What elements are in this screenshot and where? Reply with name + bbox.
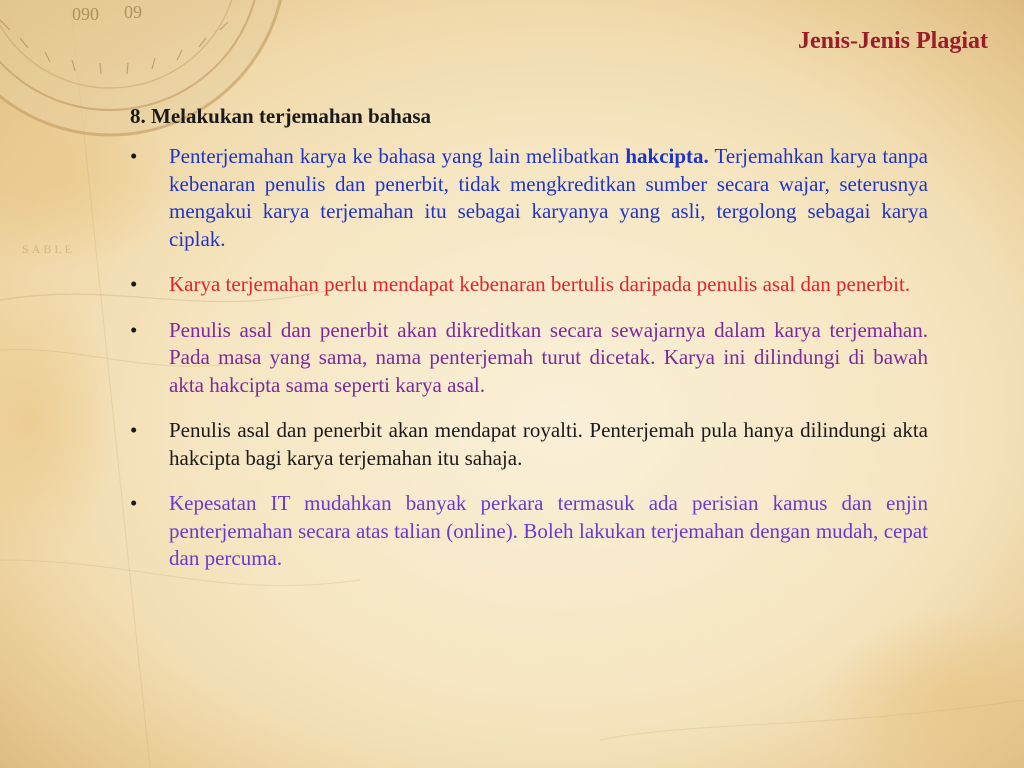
svg-text:090: 090 xyxy=(72,4,99,24)
bullet-item-2 xyxy=(130,271,928,299)
bullet-item-4 xyxy=(130,417,928,472)
bullet-text: Penulis asal dan penerbit akan dikreditkan secara sewajarnya dalam karya terjemahan. Pada masa yang sama, nama penterjemah turut dicetak. Karya ini dilindungi di bawah akta hakcipta sama seperti karya asal. xyxy=(169,317,928,397)
bullet-item-3 xyxy=(130,317,928,400)
bullet-dot-icon: • xyxy=(130,144,138,168)
slide-title: Jenis-Jenis Plagiat xyxy=(798,28,988,54)
bullet-dot-icon: • xyxy=(130,491,138,515)
slide-content xyxy=(130,104,928,591)
svg-text:09: 09 xyxy=(124,2,142,22)
bullet-text: Karya terjemahan perlu mendapat kebenaran bertulis daripada penulis asal dan penerbit. xyxy=(169,272,911,296)
bullet-text: Penulis asal dan penerbit akan mendapat royalti. Penterjemah pula hanya dilindungi akta hakcipta bagi karya terjemahan itu sahaja. xyxy=(169,418,928,470)
bullet-item-1 xyxy=(130,143,928,253)
bullet-text: Kepesatan IT mudahkan banyak perkara termasuk ada perisian kamus dan enjin penterjemahan secara atas talian (online). Boleh lakukan terjemahan dengan mudah, cepat dan percuma. xyxy=(169,491,928,570)
bullet-list xyxy=(130,143,928,573)
bullet-dot-icon: • xyxy=(130,418,138,442)
bullet-dot-icon: • xyxy=(130,272,138,296)
bullet-text: Penterjemahan karya ke bahasa yang lain melibatkan xyxy=(169,144,626,168)
section-heading: 8. Melakukan terjemahan bahasa xyxy=(130,104,432,128)
svg-text:SABLE: SABLE xyxy=(22,242,76,256)
bullet-text: Terjemahkan karya tanpa kebenaran penulis dan penerbit, tidak mengkreditkan sumber secara wajar, seterusnya mengakui karya terjemahan itu sebagai karyanya yang asli, tergolong sebagai karya ciplak. xyxy=(169,144,928,251)
bullet-emphasis: hakcipta. xyxy=(625,144,709,168)
bullet-item-5 xyxy=(130,490,928,573)
bullet-dot-icon: • xyxy=(130,317,138,342)
